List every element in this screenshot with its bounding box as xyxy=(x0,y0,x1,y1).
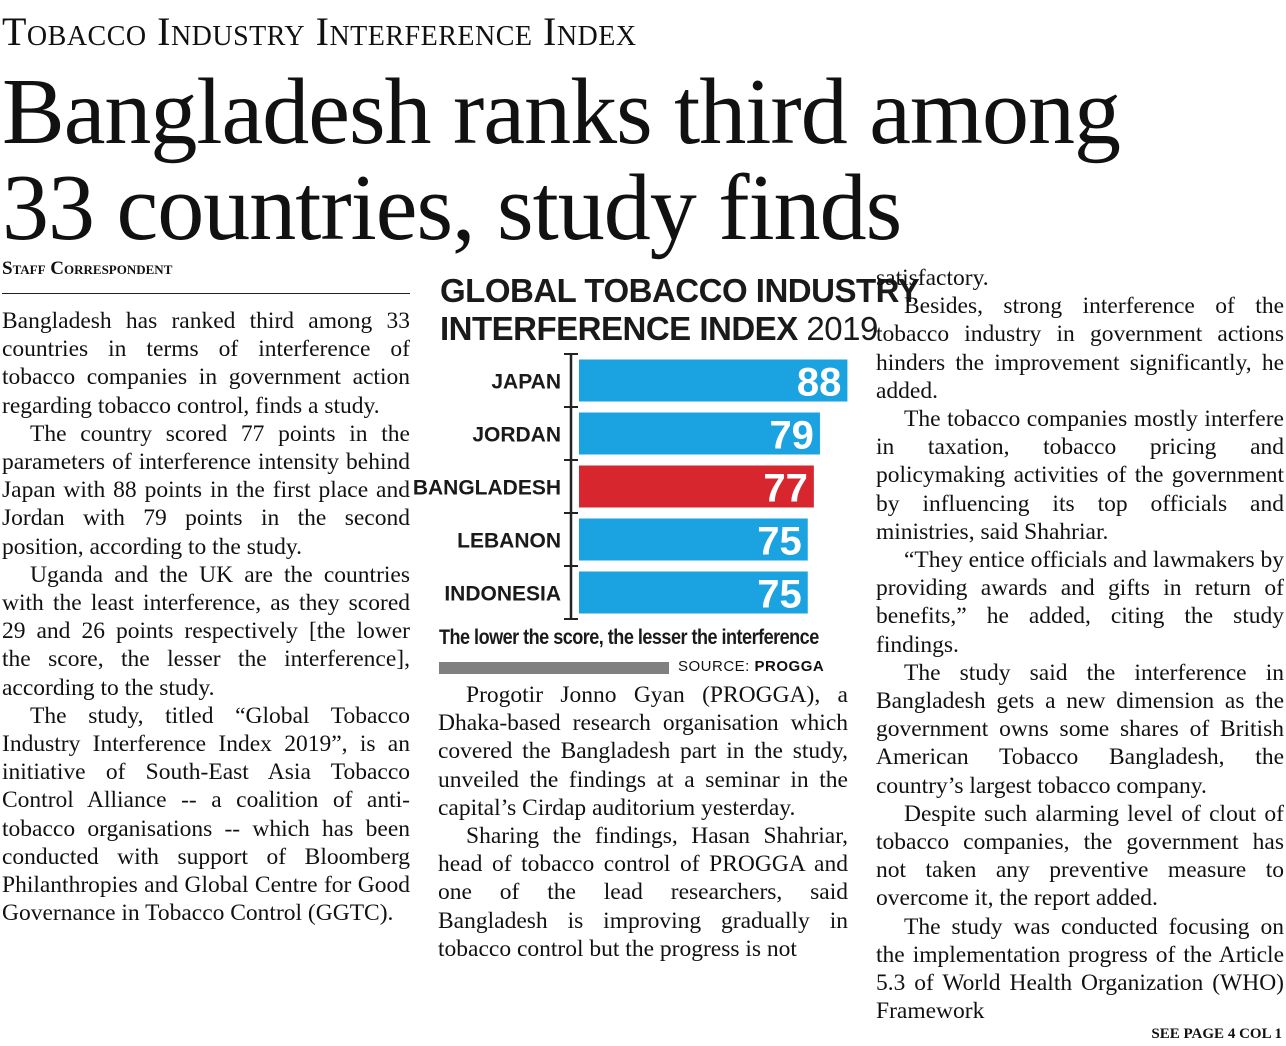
value-label: 77 xyxy=(763,466,808,511)
paragraph: The study, titled “Global Tobacco Industry Interference Index 2019”, is an initiative of South-East Asia Tobacco Control Alliance -- a coalition of anti-tobacco organisations -- which has been conducted with support of Bloomberg Philanthropies and Global Centre for Good Governance in Tobacco Control (GGTC). xyxy=(2,702,410,927)
paragraph: Besides, strong interference of the tobacco industry in government actions hinders the improvement significantly, he added. xyxy=(876,293,1284,404)
paragraph: The study said the interference in Bangladesh gets a new dimension as the government owns some shares of British American Tobacco Bangladesh, the country’s largest tobacco company. xyxy=(876,659,1284,799)
interference-index-chart xyxy=(412,270,920,680)
source-label: SOURCE: xyxy=(678,658,755,675)
category-label: JORDAN xyxy=(472,423,561,447)
article-column-3 xyxy=(876,264,1284,1025)
paragraph: Progotir Jonno Gyan (PROGGA), a Dhaka-based research organisation which covered the Bangladesh part in the study, unveiled the findings at a seminar in the capital’s Cirdap auditorium yesterday. xyxy=(438,682,848,821)
headline-line-2: 33 countries, study finds xyxy=(2,156,902,260)
byline: Staff Correspondent xyxy=(2,258,173,279)
paragraph: The tobacco companies mostly interfere in taxation, tobacco pricing and policymaking activities of the government by influencing its top officials and ministries, said Shahriar. xyxy=(876,406,1284,545)
section-kicker: Tobacco Industry Interference Index xyxy=(2,9,637,54)
paragraph: “They entice officials and lawmakers by providing awards and gifts in return of benefits,” he added, citing the study findings. xyxy=(876,547,1284,658)
value-label: 75 xyxy=(757,519,802,564)
source-divider xyxy=(439,662,669,674)
headline xyxy=(2,60,1121,260)
value-label: 88 xyxy=(796,360,842,405)
paragraph: Bangladesh has ranked third among 33 countries in terms of interference of tobacco companies in government action regarding tobacco control, finds a study. xyxy=(2,308,410,419)
category-label: INDONESIA xyxy=(444,582,561,606)
paragraph: The country scored 77 points in the parameters of interference intensity behind Japan with 88 points in the first place and Jordan with 79 points in the second position, according to the study. xyxy=(2,420,410,560)
value-label: 75 xyxy=(757,572,802,617)
chart-title xyxy=(440,272,919,348)
byline-divider xyxy=(2,293,410,294)
headline-line-1: Bangladesh ranks third among xyxy=(2,60,1121,164)
paragraph: Uganda and the UK are the countries with the least interference, as they scored 29 and 26 points respectively [the lower the score, the lesser the interference], according to the study. xyxy=(2,561,410,701)
paragraph: The study was conducted focusing on the implementation progress of the Article 5.3 of World Health Organization (WHO) Framework xyxy=(876,913,1284,1025)
value-label: 79 xyxy=(769,413,814,458)
category-label: BANGLADESH xyxy=(412,476,561,500)
chart-title-line-1: GLOBAL TOBACCO INDUSTRY xyxy=(440,272,920,309)
paragraph: Sharing the findings, Hasan Shahriar, head of tobacco control of PROGGA and one of the lead researchers, said Bangladesh is improving gradually in tobacco control but the progress is not xyxy=(438,823,848,962)
category-label: LEBANON xyxy=(457,529,561,553)
article-column-1 xyxy=(2,307,410,927)
chart-title-year: 2019 xyxy=(806,310,878,347)
bar-chart-svg xyxy=(412,350,850,620)
continuation-jump: SEE PAGE 4 COL 1 xyxy=(1151,1026,1282,1042)
paragraph: satisfactory. xyxy=(876,265,989,291)
paragraph: Despite such alarming level of clout of tobacco companies, the government has not taken any preventive measure to overcome it, the report added. xyxy=(876,800,1284,912)
chart-source xyxy=(678,658,824,675)
article-column-2 xyxy=(438,681,848,963)
source-name: PROGGA xyxy=(754,658,825,675)
chart-title-line-2 xyxy=(440,310,919,348)
chart-note: The lower the score, the lesser the interference xyxy=(439,626,819,649)
category-label: JAPAN xyxy=(491,370,561,394)
chart-title-main: INTERFERENCE INDEX xyxy=(440,310,798,347)
